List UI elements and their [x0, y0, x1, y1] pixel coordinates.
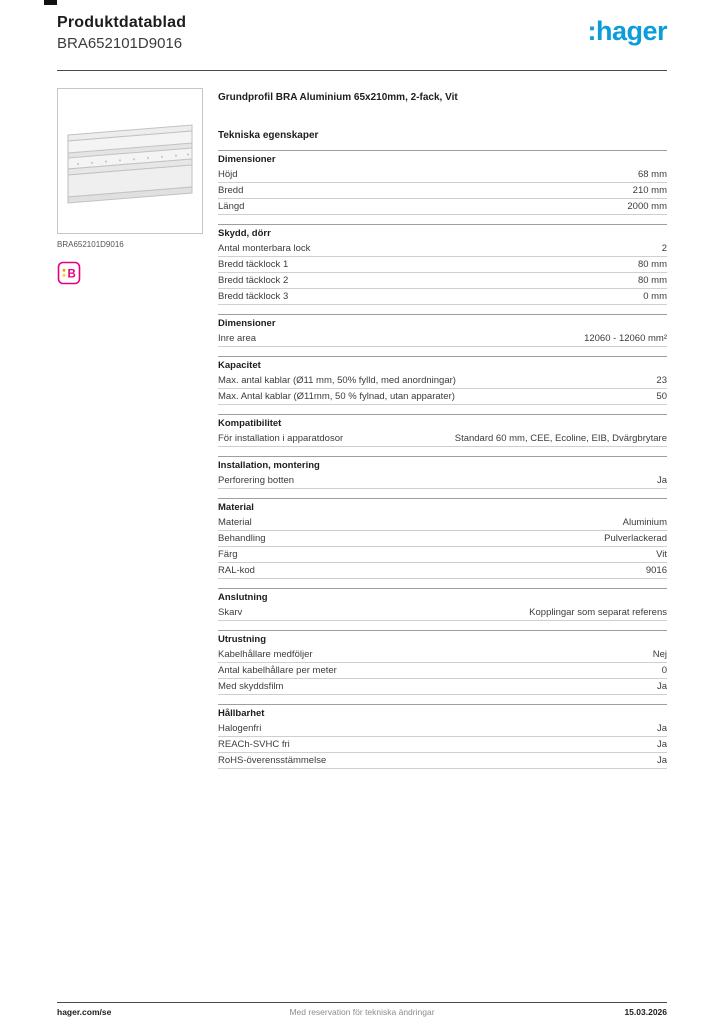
- spec-row: [218, 605, 667, 621]
- spec-sections: [218, 150, 667, 769]
- spec-label: Bredd täcklock 3: [218, 291, 289, 302]
- spec-value: Ja: [656, 723, 667, 734]
- footer: [57, 1007, 667, 1017]
- spec-row: [218, 389, 667, 405]
- spec-label: Max. Antal kablar (Ø11mm, 50 % fylnad, utan apparater): [218, 391, 455, 402]
- tech-heading: Tekniska egenskaper: [218, 130, 319, 141]
- spec-value: Nej: [652, 649, 667, 660]
- spec-row: [218, 167, 667, 183]
- image-caption: BRA652101D9016: [57, 240, 124, 249]
- spec-section-title: Anslutning: [218, 592, 268, 603]
- spec-label: Skarv: [218, 607, 243, 618]
- spec-section: [218, 498, 667, 579]
- spec-section: [218, 414, 667, 447]
- product-reference: BRA652101D9016: [57, 35, 183, 52]
- footer-date: 15.03.2026: [624, 1007, 667, 1017]
- header-divider: [57, 70, 667, 71]
- spec-value: 2000 mm: [627, 201, 667, 212]
- spec-section-title: Dimensioner: [218, 318, 276, 329]
- spec-value: 50: [656, 391, 667, 402]
- spec-row: [218, 331, 667, 347]
- spec-label: Perforering botten: [218, 475, 295, 486]
- footer-site: hager.com/se: [57, 1007, 112, 1017]
- spec-row: [218, 547, 667, 563]
- hager-logo: [587, 16, 667, 47]
- spec-label: Med skyddsfilm: [218, 681, 284, 692]
- spec-value: Kopplingar som separat referens: [529, 607, 667, 618]
- spec-section-title: Kapacitet: [218, 360, 261, 371]
- spec-label: Höjd: [218, 169, 238, 180]
- spec-section: [218, 224, 667, 305]
- spec-label: Bredd täcklock 1: [218, 259, 289, 270]
- spec-row: [218, 257, 667, 273]
- spec-label: Bredd täcklock 2: [218, 275, 289, 286]
- spec-section-title: Installation, montering: [218, 460, 320, 471]
- spec-row: [218, 373, 667, 389]
- spec-row: [218, 241, 667, 257]
- spec-label: Bredd: [218, 185, 244, 196]
- spec-value: 23: [656, 375, 667, 386]
- spec-value: 68 mm: [637, 169, 667, 180]
- spec-value: Ja: [656, 755, 667, 766]
- b-label-icon: [57, 261, 81, 285]
- spec-row: [218, 199, 667, 215]
- label-dot-orange: [63, 269, 66, 272]
- spec-section-title: Skydd, dörr: [218, 228, 271, 239]
- spec-section: [218, 150, 667, 215]
- spec-value: 80 mm: [637, 275, 667, 286]
- spec-label: RAL-kod: [218, 565, 255, 576]
- spec-value: Aluminium: [622, 517, 667, 528]
- spec-row: [218, 721, 667, 737]
- product-profile-drawing: [64, 101, 196, 221]
- spec-label: Antal monterbara lock: [218, 243, 311, 254]
- header: [57, 14, 667, 66]
- footer-disclaimer: Med reservation för tekniska ändringar: [289, 1007, 435, 1017]
- spec-value: 2: [661, 243, 667, 254]
- spec-value: 80 mm: [637, 259, 667, 270]
- spec-value: Standard 60 mm, CEE, Ecoline, EIB, Dvärgbrytare: [454, 433, 667, 444]
- spec-value: Ja: [656, 681, 667, 692]
- spec-label: RoHS-överensstämmelse: [218, 755, 327, 766]
- spec-value: 12060 - 12060 mm²: [584, 333, 667, 344]
- spec-section-title: Kompatibilitet: [218, 418, 282, 429]
- spec-value: Vit: [656, 549, 667, 560]
- spec-section: [218, 356, 667, 405]
- crop-mark: [44, 0, 57, 5]
- spec-label: Material: [218, 517, 252, 528]
- spec-row: [218, 289, 667, 305]
- spec-section: [218, 456, 667, 489]
- spec-row: [218, 647, 667, 663]
- spec-panel: [218, 92, 667, 769]
- spec-section: [218, 588, 667, 621]
- spec-section-title: Dimensioner: [218, 154, 276, 165]
- spec-row: [218, 273, 667, 289]
- logo-text: hager: [595, 16, 667, 46]
- logo-colon: :: [587, 16, 596, 46]
- spec-section: [218, 704, 667, 769]
- spec-section-title: Material: [218, 502, 254, 513]
- spec-section-title: Utrustning: [218, 634, 267, 645]
- spec-row: [218, 737, 667, 753]
- page-title: Produktdatablad: [57, 14, 187, 31]
- spec-value: Ja: [656, 475, 667, 486]
- spec-label: REACh-SVHC fri: [218, 739, 290, 750]
- spec-value: 0: [661, 665, 667, 676]
- spec-row: [218, 431, 667, 447]
- spec-label: Färg: [218, 549, 238, 560]
- spec-row: [218, 563, 667, 579]
- spec-row: [218, 663, 667, 679]
- spec-row: [218, 531, 667, 547]
- spec-section-title: Hållbarhet: [218, 708, 265, 719]
- spec-value: 0 mm: [643, 291, 667, 302]
- spec-label: Inre area: [218, 333, 257, 344]
- spec-row: [218, 183, 667, 199]
- label-dot-yellow: [63, 274, 66, 277]
- spec-label: Längd: [218, 201, 245, 212]
- spec-label: Max. antal kablar (Ø11 mm, 50% fylld, med anordningar): [218, 375, 456, 386]
- spec-label: Behandling: [218, 533, 266, 544]
- spec-value: Pulverlackerad: [604, 533, 667, 544]
- spec-value: 9016: [645, 565, 667, 576]
- spec-value: 210 mm: [632, 185, 667, 196]
- spec-value: Ja: [656, 739, 667, 750]
- spec-section: [218, 630, 667, 695]
- product-media: [57, 88, 203, 285]
- spec-label: Kabelhållare medföljer: [218, 649, 313, 660]
- spec-row: [218, 515, 667, 531]
- spec-label: Halogenfri: [218, 723, 262, 734]
- product-image: [57, 88, 203, 234]
- label-letter: B: [67, 268, 76, 281]
- footer-divider: [57, 1002, 667, 1003]
- spec-label: Antal kabelhållare per meter: [218, 665, 337, 676]
- spec-label: För installation i apparatdosor: [218, 433, 344, 444]
- spec-row: [218, 679, 667, 695]
- spec-section: [218, 314, 667, 347]
- product-title: Grundprofil BRA Aluminium 65x210mm, 2-fack, Vit: [218, 92, 458, 103]
- spec-row: [218, 753, 667, 769]
- spec-row: [218, 473, 667, 489]
